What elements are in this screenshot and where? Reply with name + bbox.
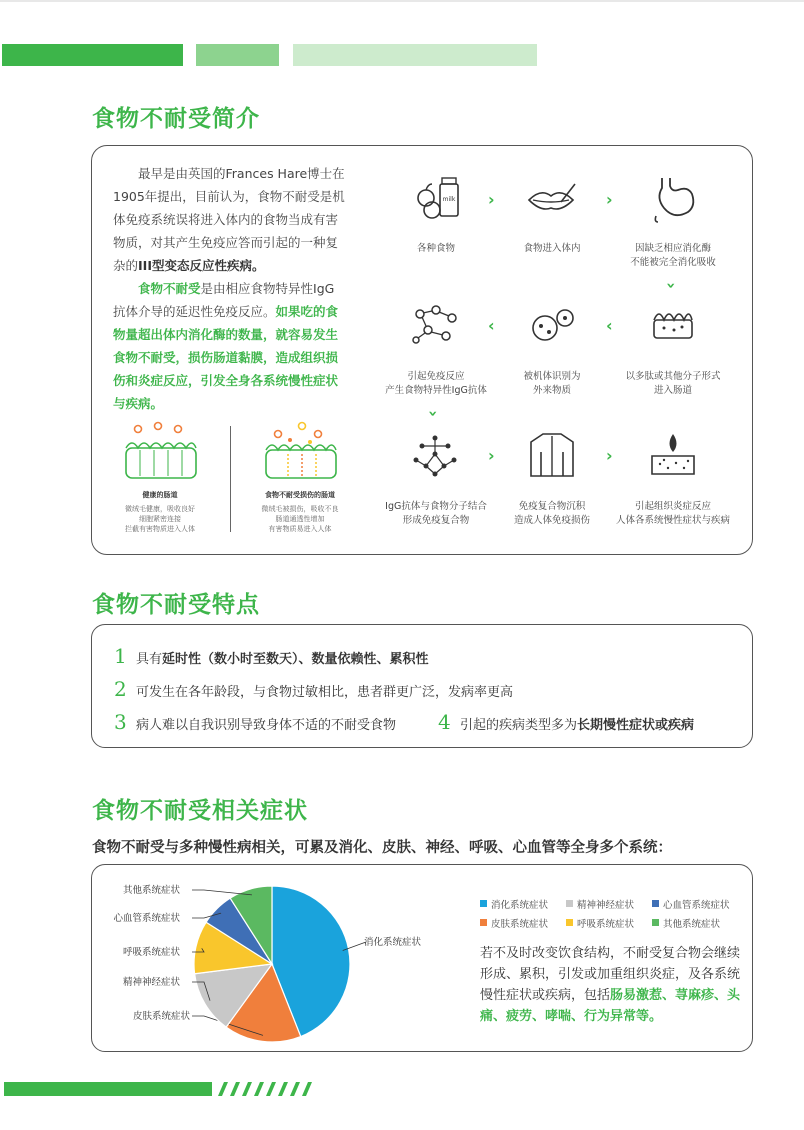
legend-label-1: 精神神经症状	[577, 899, 635, 911]
flow-step-5-label	[487, 370, 617, 398]
feature-1-text: 具有	[136, 652, 163, 667]
flow-step-6-label	[371, 370, 501, 398]
pie-label-1: 皮肤系统症状	[132, 1011, 190, 1022]
symptoms-subheading: 食物不耐受与多种慢性病相关，可累及消化、皮肤、神经、呼吸、心血管等全身多个系统：	[92, 840, 672, 856]
flow-step-8-line-2: 造成人体免疫损伤	[513, 515, 590, 526]
features-section-title: 食物不耐受特点	[92, 592, 260, 618]
intro-p1-bold: III型变态反应性疾病。	[138, 258, 265, 273]
healthy-gut-desc-2: 细胞紧密连接	[139, 515, 181, 523]
damaged-gut-desc-3: 有害物质易进入人体	[268, 525, 332, 533]
flow-step-3-line-1: 因缺乏相应消化酶	[634, 243, 711, 254]
legend-item-3	[480, 916, 558, 930]
pie-label-4: 心血管系统症状	[113, 913, 180, 924]
damaged-gut-illustration	[258, 420, 342, 490]
legend-label-3: 皮肤系统症状	[491, 918, 549, 930]
feature-3-text: 病人难以自我识别导致身体不适的不耐受食物	[136, 718, 397, 733]
healthy-gut-icon	[118, 420, 202, 490]
symptoms-section-title: 食物不耐受相关症状	[92, 798, 308, 824]
flow-step-9-line-1: 引起组织炎症反应	[634, 501, 711, 512]
intro-paragraph-2	[113, 277, 345, 415]
legend-swatch-3	[480, 919, 487, 926]
feature-1-number: 1	[114, 644, 127, 668]
feature-4	[438, 710, 694, 734]
flow-arrow-1: ›	[488, 190, 495, 209]
intro-p2-green-text: 如果吃的食物量超出体内消化酶的数量，就容易发生食物不耐受，损伤肠道黏膜，造成组织损伤和炎症反应，引发全身各系统慢性症状与疾病。	[113, 304, 339, 411]
intro-p2-text: 是由相应食物特异性IgG抗体介导的延迟性免疫反应。	[113, 281, 335, 319]
flow-arrow-7: ›	[488, 446, 495, 465]
legend-item-5	[652, 916, 732, 930]
symptom-pie-chart	[100, 870, 460, 1046]
healthy-gut-illustration	[118, 420, 202, 490]
flow-step-7-line-2: 形成免疫复合物	[402, 515, 470, 526]
feature-1	[114, 644, 429, 668]
flow-step-9-label	[608, 500, 738, 528]
flow-step-1-label	[371, 242, 501, 256]
header-bar-dark	[2, 44, 183, 66]
flow-arrow-8: ›	[606, 446, 613, 465]
legend-item-1	[566, 897, 644, 911]
flow-step-4-line-1: 以多肽或其他分子形式	[625, 371, 721, 382]
mouth-icon	[525, 180, 579, 220]
flow-step-2-label	[487, 242, 617, 256]
flow-arrow-5: ‹	[488, 316, 495, 335]
pie-label-5: 其他系统症状	[122, 885, 180, 896]
intro-p2-green-term: 食物不耐受	[138, 281, 201, 296]
flow-step-4-line-2: 进入肠道	[653, 385, 692, 396]
flow-step-3-label	[608, 242, 738, 270]
legend-label-4: 呼吸系统症状	[577, 918, 635, 930]
pie-label-0: 消化系统症状	[364, 937, 422, 948]
flow-step-6-line-2: 产生食物特异性IgG抗体	[385, 385, 487, 396]
symptoms-text-green: 肠易激惹、荨麻疹、头痛、疲劳、哮喘、行为异常等。	[480, 988, 741, 1024]
intro-section-title: 食物不耐受简介	[92, 106, 260, 132]
intro-paragraph-1	[113, 162, 345, 277]
gut-divider	[230, 426, 231, 532]
top-rule	[0, 0, 804, 2]
symptoms-text: 若不及时改变饮食结构，不耐受复合物会继续形成、累积，引发或加重组织炎症，及各系统慢性症状或疾病，包括	[480, 946, 741, 1003]
legend-swatch-0	[480, 900, 487, 907]
feature-3	[114, 710, 396, 734]
feature-1-bold: 延时性（数小时至数天）、数量依赖性、累积性	[162, 652, 429, 667]
feature-2	[114, 677, 513, 701]
legend-label-5: 其他系统症状	[663, 918, 721, 930]
pie-legend	[480, 892, 750, 930]
flow-step-7-line-1: IgG抗体与食物分子结合	[385, 501, 487, 512]
header-bar-light	[293, 44, 537, 66]
flow-arrow-4: ‹	[606, 316, 613, 335]
flow-step-3-line-2: 不能被完全消化吸收	[630, 257, 716, 268]
legend-item-4	[566, 916, 644, 930]
legend-item-2	[652, 897, 732, 911]
flow-step-8-label	[487, 500, 617, 528]
flow-step-5-line-1: 被机体识别为	[523, 371, 581, 382]
legend-swatch-1	[566, 900, 573, 907]
villi-icon	[650, 302, 696, 344]
damaged-gut-caption	[252, 490, 348, 534]
healthy-gut-desc-1: 微绒毛健康，吸收良好	[125, 505, 195, 513]
body-jacket-icon	[527, 432, 577, 478]
footer-bar	[4, 1082, 212, 1096]
feature-4-text: 引起的疾病类型多为	[460, 718, 578, 733]
damaged-gut-title: 食物不耐受损伤的肠道	[265, 491, 335, 499]
pie-label-2: 精神神经症状	[122, 977, 180, 988]
antibody-network-icon	[408, 432, 462, 478]
symptoms-paragraph	[480, 943, 742, 1027]
molecule-icon	[408, 302, 462, 348]
damaged-gut-icon	[258, 420, 342, 490]
legend-swatch-4	[566, 919, 573, 926]
feature-3-number: 3	[114, 710, 127, 734]
healthy-gut-caption	[112, 490, 208, 534]
milk-label: milk	[442, 196, 456, 203]
legend-swatch-2	[652, 900, 659, 907]
food-icon	[410, 176, 464, 222]
header-bar-mid	[196, 44, 279, 66]
healthy-gut-desc-3: 拦截有害物质进入人体	[125, 525, 195, 533]
legend-item-0	[480, 897, 558, 911]
flow-arrow-6: ›	[423, 410, 443, 417]
healthy-gut-title: 健康的肠道	[142, 491, 178, 499]
flow-step-5-line-2: 外来物质	[532, 385, 571, 396]
flow-step-7-label	[371, 500, 501, 528]
flow-arrow-3: ›	[661, 282, 681, 289]
damaged-gut-desc-1: 微绒毛被损伤，吸收不良	[261, 505, 339, 513]
flow-step-1-line: 各种食物	[416, 243, 455, 254]
skin-inflammation-icon	[648, 432, 698, 478]
feature-2-number: 2	[114, 677, 127, 701]
feature-4-number: 4	[438, 710, 451, 734]
legend-label-2: 心血管系统症状	[663, 899, 730, 911]
damaged-gut-desc-2: 肠道通透性增加	[275, 515, 325, 523]
flow-step-6-line-1: 引起免疫反应	[407, 371, 465, 382]
flow-step-9-line-2: 人体各系统慢性症状与疾病	[615, 515, 730, 526]
feature-4-bold: 长期慢性症状或疾病	[577, 718, 695, 733]
flow-step-4-label	[608, 370, 738, 398]
intro-text	[113, 162, 345, 415]
intro-p1-text: 最早是由英国的Frances Hare博士在1905年提出，目前认为，食物不耐受是机体免疫系统误将进入体内的食物当成有害物质，对其产生免疫应答而引起的一种复杂的	[113, 166, 345, 273]
pie-label-3: 呼吸系统症状	[122, 947, 180, 958]
footer-stripes	[212, 1082, 312, 1096]
feature-2-text: 可发生在各年龄段，与食物过敏相比，患者群更广泛，发病率更高	[136, 685, 514, 700]
flow-step-8-line-1: 免疫复合物沉积	[518, 501, 586, 512]
virus-icon	[525, 304, 579, 348]
legend-swatch-5	[652, 919, 659, 926]
flow-arrow-2: ›	[606, 190, 613, 209]
legend-label-0: 消化系统症状	[491, 899, 549, 911]
stomach-icon	[648, 176, 698, 224]
flow-step-2-line: 食物进入体内	[523, 243, 581, 254]
